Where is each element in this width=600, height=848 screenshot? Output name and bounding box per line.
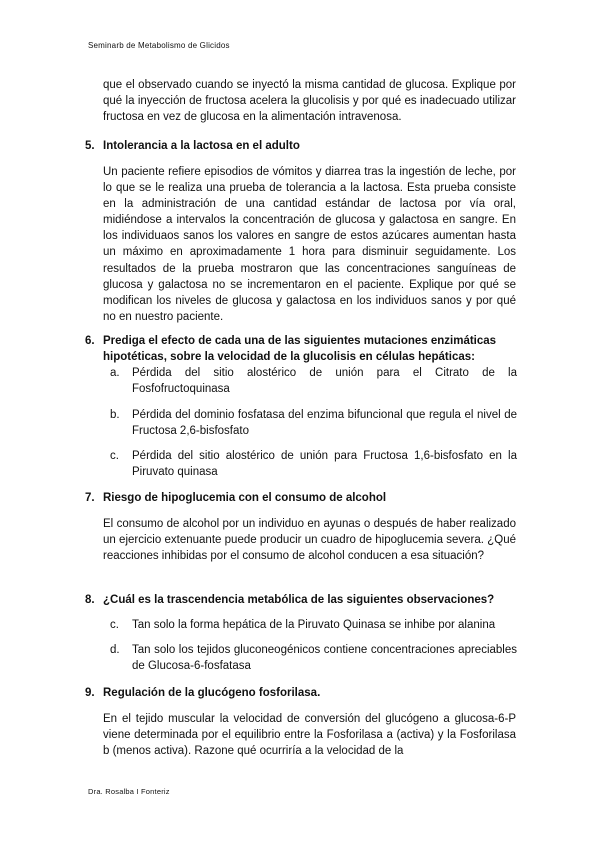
section-9-body: En el tejido muscular la velocidad de conversión del glucógeno a glucosa-6-P viene determinada por el equilibrio entre la Fosforilasa a (activa) y la Fosforilasa b (menos activa). Razone qué ocurriría a la velocidad de la bbox=[103, 713, 516, 758]
section-title: Intolerancia a la lactosa en el adulto bbox=[103, 140, 300, 152]
item-letter: a. bbox=[110, 367, 120, 379]
item-letter: c. bbox=[110, 450, 119, 462]
section-number: 8. bbox=[85, 594, 95, 606]
section-5-heading bbox=[85, 138, 517, 154]
section-title: Prediga el efecto de cada una de las siguientes mutaciones enzimáticas hipotéticas, sobre la velocidad de la glucolisis en células hepáticas: bbox=[103, 335, 497, 363]
section-title: Regulación de la glucógeno fosforilasa. bbox=[103, 687, 321, 699]
section-9-heading bbox=[85, 685, 517, 701]
item-letter: d. bbox=[110, 644, 120, 656]
section-6-item-a bbox=[110, 365, 517, 397]
section-8-item-c bbox=[110, 617, 517, 633]
section-number: 6. bbox=[85, 335, 95, 347]
section-5-body: Un paciente refiere episodios de vómitos y diarrea tras la ingestión de leche, por lo que se le realiza una prueba de tolerancia a la lactosa. Esta prueba consiste en la administración de una cantidad estándar de lactosa por vía oral, midiéndose a intervalos la concentración de glucosa y galactosa en sangre. En los individuaos sanos los valores en sangre de estos azúcares aumentan hasta un máximo en aproximadamente 1 hora para disminuir seguidamente. Los resultados de la prueba mostraron que las concentraciones sanguíneas de glucosa y galactosa no se incrementaron en el paciente. Explique por qué se modifican los niveles de glucosa y galactosa en los individuos sanos y por qué no en nuestro paciente. bbox=[103, 166, 516, 323]
page-header: Seminarb de Metabolismo de Glicidos bbox=[88, 41, 230, 50]
section-8-heading bbox=[85, 592, 517, 608]
item-text: Tan solo la forma hepática de la Piruvato Quinasa se inhibe por alanina bbox=[132, 619, 496, 631]
section-8-item-d bbox=[110, 642, 517, 674]
section-number: 9. bbox=[85, 687, 95, 699]
section-6-item-b bbox=[110, 407, 517, 439]
item-text: Pérdida del sitio alostérico de unión para Fructosa 1,6-bisfosfato en la Piruvato quinasa bbox=[132, 450, 517, 479]
section-title: Riesgo de hipoglucemia con el consumo de alcohol bbox=[103, 492, 387, 504]
intro-continuation: que el observado cuando se inyectó la misma cantidad de glucosa. Explique por qué la inyección de fructosa acelera la glucolisis y por qué es inadecuado utilizar fructosa en vez de glucosa en la alimentación intravenosa. bbox=[103, 79, 516, 124]
section-number: 5. bbox=[85, 140, 95, 152]
item-letter: b. bbox=[110, 409, 120, 421]
section-7-body: El consumo de alcohol por un individuo en ayunas o después de haber realizado un ejercicio extenuante puede producir un cuadro de hipoglucemia severa. ¿Qué reacciones inhibidas por el consumo de alcohol conducen a esa situación? bbox=[103, 518, 516, 563]
section-number: 7. bbox=[85, 492, 95, 504]
item-letter: c. bbox=[110, 619, 119, 631]
section-6-item-c bbox=[110, 448, 517, 480]
item-text: Pérdida del sitio alostérico de unión para el Citrato de la Fosfofructoquinasa bbox=[132, 367, 517, 396]
item-text: Tan solo los tejidos gluconeogénicos contiene concentraciones apreciables de Glucosa-6-fosfatasa bbox=[132, 644, 517, 673]
section-7-heading bbox=[85, 490, 517, 506]
section-title: ¿Cuál es la trascendencia metabólica de las siguientes observaciones? bbox=[103, 594, 495, 606]
section-6-heading bbox=[85, 333, 517, 365]
page-footer: Dra. Rosalba I Fonteriz bbox=[88, 787, 170, 796]
item-text: Pérdida del dominio fosfatasa del enzima bifuncional que regula el nivel de Fructosa 2,6-bisfosfato bbox=[132, 409, 517, 438]
